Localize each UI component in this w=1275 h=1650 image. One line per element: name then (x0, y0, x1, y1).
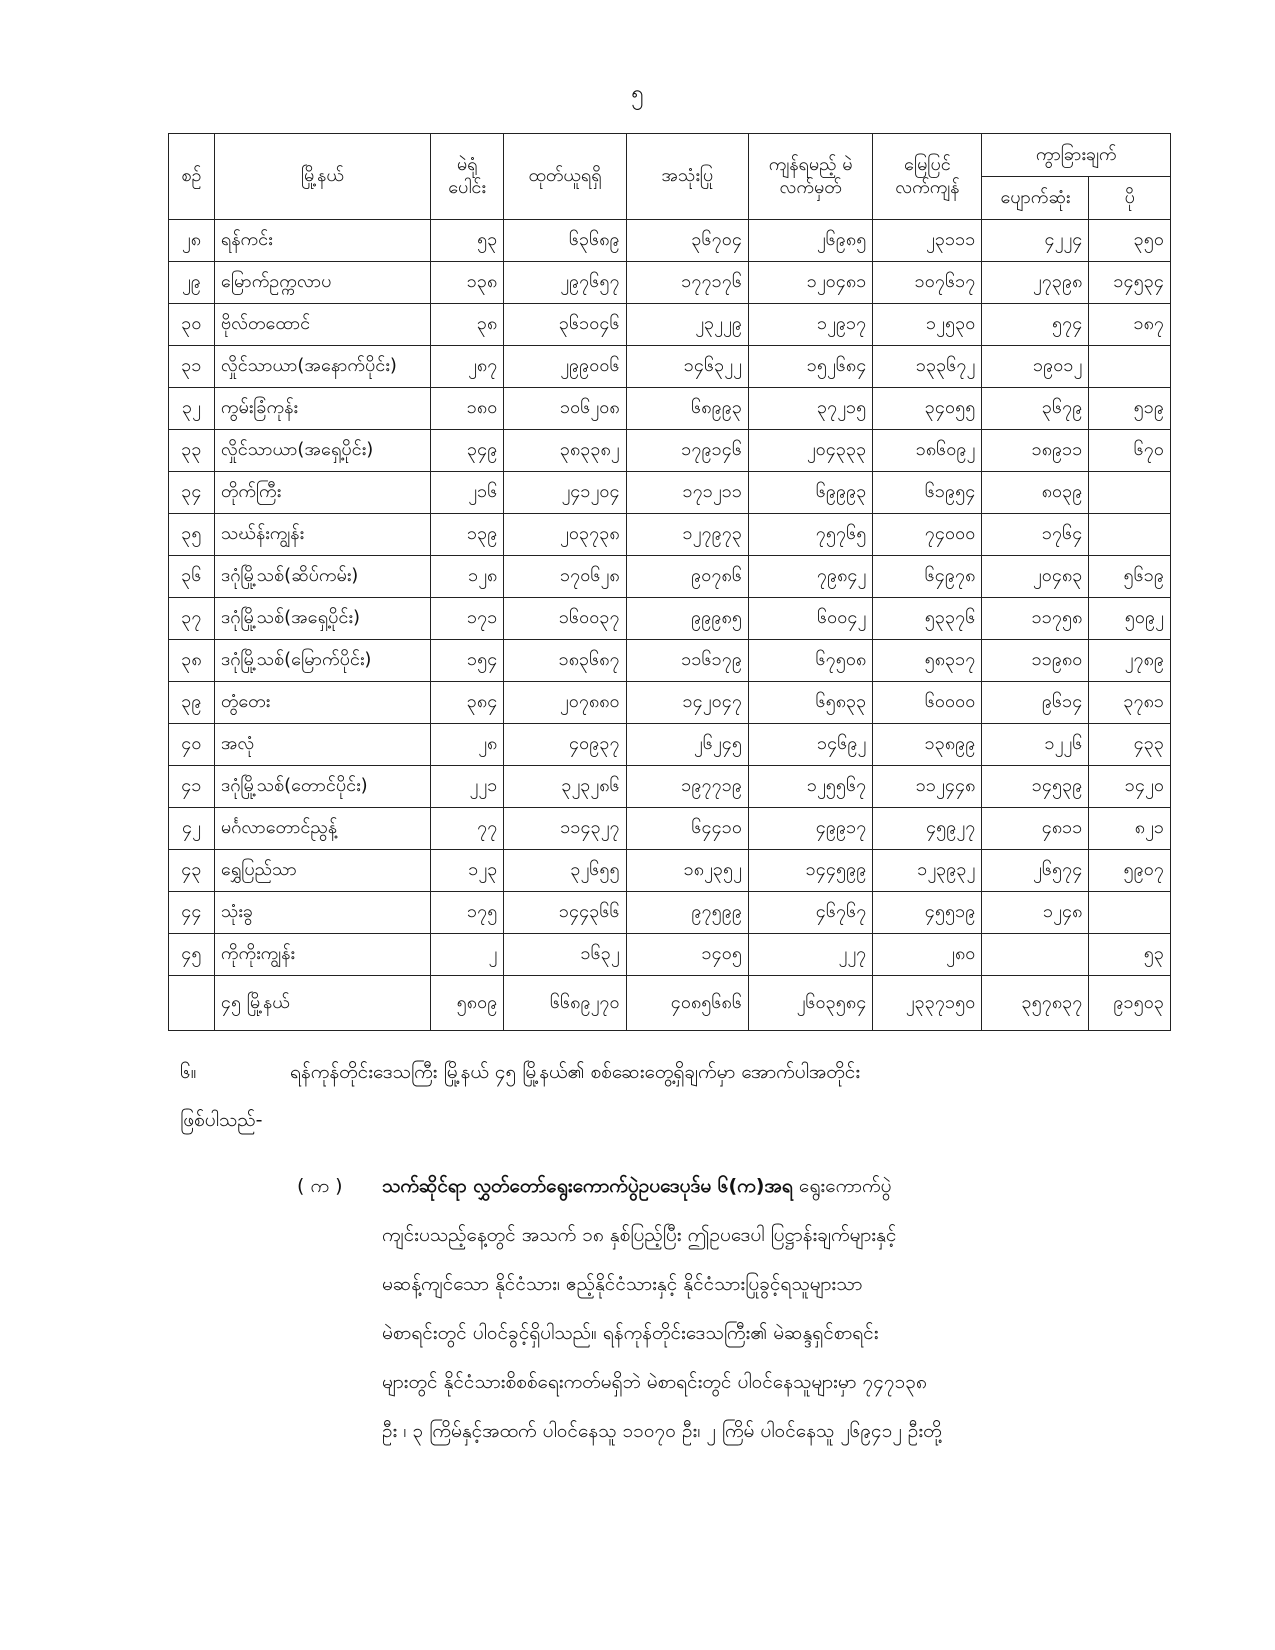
table-cell: ၉၁၅၀၃ (1089, 976, 1171, 1031)
table-cell: ၃၈ (430, 304, 503, 346)
table-row (169, 388, 1171, 430)
table-cell: ၉၇၅၉၉ (626, 892, 748, 934)
table-cell (1089, 346, 1171, 388)
table-cell: ၈၂၁ (1089, 808, 1171, 850)
table-cell: ၃၈၄ (430, 682, 503, 724)
table-cell: ၁၁၄၃၂၇ (504, 808, 626, 850)
table-cell: ၄၃၃ (1089, 724, 1171, 766)
table-cell: ၁၈၇ (1089, 304, 1171, 346)
table-cell: ၅၃ (430, 220, 503, 262)
table-cell: ဗိုလ်တထောင် (214, 304, 430, 346)
paragraph-line: ဖြစ်ပါသည်- (180, 1109, 263, 1131)
table-cell: ၅၁၉ (1089, 388, 1171, 430)
table-cell: ၁၂၇၉၇၃ (626, 514, 748, 556)
table-row (169, 808, 1171, 850)
table-cell (1089, 514, 1171, 556)
table-cell: ၂၀၇၈၈၀ (504, 682, 626, 724)
table-body (169, 220, 1171, 1031)
header-actual: မြေပြင် လက်ကျန် (873, 134, 982, 220)
table-cell: ၃၇၂၁၅ (748, 388, 872, 430)
table-cell: ၁၂၃၉၃၂ (873, 850, 982, 892)
table-cell: ၁၆၀၀၃၇ (504, 598, 626, 640)
table-cell: ၄၅၅၁၉ (873, 892, 982, 934)
table-row (169, 724, 1171, 766)
table-cell: ၂၂၁ (430, 766, 503, 808)
table-cell: ၁၂၃ (430, 850, 503, 892)
table-cell: ၁၂၂၆ (982, 724, 1089, 766)
sub-paragraph-label: ( က ) (297, 1175, 343, 1197)
table-cell: ၃၄ (169, 472, 215, 514)
table-cell: ၆၉၉၉၃ (748, 472, 872, 514)
paragraph-6 (180, 1048, 1145, 1144)
table-cell: ၁၂၄၈ (982, 892, 1089, 934)
table-cell: ရွှေပြည်သာ (214, 850, 430, 892)
table-row (169, 850, 1171, 892)
table-cell: ၃၂ (169, 388, 215, 430)
table-cell: ၄၄ (169, 892, 215, 934)
page-number: ၅ (631, 81, 644, 106)
table-cell: ၁၉၀၁၂ (982, 346, 1089, 388)
table-cell: ၅၈၃၁၇ (873, 640, 982, 682)
table-cell: ၆၄၄၁၀ (626, 808, 748, 850)
table-cell: ၅၀၉၂ (1089, 598, 1171, 640)
table-cell: ၄၅၉၂၇ (873, 808, 982, 850)
table-cell: ၆၆၈၉၂၇၀ (504, 976, 626, 1031)
table-cell: ၆၃၆၈၉ (504, 220, 626, 262)
table-cell: ၁၆၃၂ (504, 934, 626, 976)
table-row (169, 220, 1171, 262)
table-cell: ဒဂုံမြို့သစ်(တောင်ပိုင်း) (214, 766, 430, 808)
sub-line: များတွင် နိုင်ငံသားစိစစ်ရေးကတ်မရှိဘဲ မဲစာရင်းတွင် ပါဝင်နေသူများမှာ ၇၄၇၁၃၈ (382, 1371, 927, 1393)
table-cell: ၂၃၃၇၁၅၀ (873, 976, 982, 1031)
table-cell: ရန်ကင်း (214, 220, 430, 262)
table-cell: ၁၃၉ (430, 514, 503, 556)
table-cell: ၄၂၂၄ (982, 220, 1089, 262)
table-cell: ၂၀၄၃၃၃ (748, 430, 872, 472)
table-cell: ၃၅၀ (1089, 220, 1171, 262)
table-cell: ၄၁ (169, 766, 215, 808)
table-cell: ၂ (430, 934, 503, 976)
table-cell: ၁၇၁ (430, 598, 503, 640)
table-cell: ၂၆၅၇၄ (982, 850, 1089, 892)
table-cell: မြောက်ဥက္ကလာပ (214, 262, 430, 304)
table-cell: ၁၁၉၈၀ (982, 640, 1089, 682)
table-cell: ၂၉၉၀၀၆ (504, 346, 626, 388)
table-cell: ၃၆၁၀၄၆ (504, 304, 626, 346)
table-cell: ၁၈၃၆၈၇ (504, 640, 626, 682)
sub-line: ရွေးကောက်ပွဲ (792, 1175, 892, 1197)
header-used: အသုံးပြု (626, 134, 748, 220)
table-cell: ၃၇ (169, 598, 215, 640)
table-cell: ၄၅ (169, 934, 215, 976)
table-cell: ၄၃ (169, 850, 215, 892)
header-township: မြို့နယ် (214, 134, 430, 220)
table-cell: ၁၈၉၁၁ (982, 430, 1089, 472)
table-cell (982, 934, 1089, 976)
table-cell: ဒဂုံမြို့သစ်(မြောက်ပိုင်း) (214, 640, 430, 682)
header-issued: ထုတ်ယူရရှိ (504, 134, 626, 220)
sub-line: မဲစာရင်းတွင် ပါဝင်ခွင့်ရှိပါသည်။ ရန်ကုန်တိုင်းဒေသကြီး၏ မဲဆန္ဒရှင်စာရင်း (382, 1322, 879, 1344)
table-cell: ၃၈ (169, 640, 215, 682)
table-cell: ၁၅၄ (430, 640, 503, 682)
sub-line: ဦး ၊ ၃ ကြိမ်နှင့်အထက် ပါဝင်နေသူ ၁၁၀၇၀ ဦး၊ ၂ ကြိမ် ပါဝင်နေသူ ၂၆၉၄၁၂ ဦးတို့ (382, 1420, 942, 1442)
table-cell (1089, 472, 1171, 514)
table-cell: ဒဂုံမြို့သစ်(ဆိပ်ကမ်း) (214, 556, 430, 598)
table-cell: ၁၂၅၅၆၇ (748, 766, 872, 808)
table-cell: ၁၇၀၆၂၈ (504, 556, 626, 598)
table-cell: ၆၇၅၀၈ (748, 640, 872, 682)
table-cell: ၂၈ (169, 220, 215, 262)
table-cell: ၄၈၁၁ (982, 808, 1089, 850)
table-row (169, 346, 1171, 388)
table-cell: တွံတေး (214, 682, 430, 724)
table-cell: ၃၈၃၃၈၂ (504, 430, 626, 472)
table-cell: ၁၄၆၉၂ (748, 724, 872, 766)
table-cell: ၆၁၉၅၄ (873, 472, 982, 514)
table-cell: ၂၃၂၂၉ (626, 304, 748, 346)
paragraph-line: ရန်ကုန်တိုင်းဒေသကြီး မြို့နယ် ၄၅ မြို့နယ်၏ စစ်ဆေးတွေ့ရှိချက်မှာ အောက်ပါအတိုင်း (290, 1061, 861, 1083)
table-cell: ၂၁၆ (430, 472, 503, 514)
table-cell: ၉၆၁၄ (982, 682, 1089, 724)
header-difference: ကွာခြားချက် (982, 134, 1171, 177)
table-cell: ၁၄၆၃၂၂ (626, 346, 748, 388)
table-cell: ၅၆၁၉ (1089, 556, 1171, 598)
table-cell: ၅၉၀၇ (1089, 850, 1171, 892)
table-cell: ၄၉၉၁၇ (748, 808, 872, 850)
table-cell: ၅၃ (1089, 934, 1171, 976)
table-cell: ၁၀၇၆၁၇ (873, 262, 982, 304)
table-row (169, 556, 1171, 598)
table-cell: ၁၃၈ (430, 262, 503, 304)
table-cell: ၁၉၇၇၁၉ (626, 766, 748, 808)
table-cell: အလုံ (214, 724, 430, 766)
table-cell: ဒဂုံမြို့သစ်(အရှေ့ပိုင်း) (214, 598, 430, 640)
table-cell: ကိုကိုးကျွန်း (214, 934, 430, 976)
header-extra: ပို (1089, 177, 1171, 220)
table-cell: သဃ်န်းကျွန်း (214, 514, 430, 556)
table-row (169, 598, 1171, 640)
table-cell: ၃၄၀၅၅ (873, 388, 982, 430)
table-cell: ၂၉ (169, 262, 215, 304)
table-cell: ၂၂၇ (748, 934, 872, 976)
table-cell: ၃၄၉ (430, 430, 503, 472)
table-cell: ၂၀၄၈၃ (982, 556, 1089, 598)
total-row (169, 976, 1171, 1031)
table-cell: ၂၈ (430, 724, 503, 766)
table-cell: ၁၄၂၀၄၇ (626, 682, 748, 724)
paragraph-label: ၆။ (180, 1061, 197, 1083)
table-row (169, 934, 1171, 976)
table-cell: ၁၄၄၅၉၉ (748, 850, 872, 892)
table-cell: မင်္ဂလာတောင်ညွန့် (214, 808, 430, 850)
table-cell: ၉၉၉၈၅ (626, 598, 748, 640)
table-cell: ၁၂၅၃၀ (873, 304, 982, 346)
header-stations: မဲရုံ ပေါင်း (430, 134, 503, 220)
table-cell: ၁၇၅ (430, 892, 503, 934)
table-cell: ၁၇၇၁၇၆ (626, 262, 748, 304)
table-cell: ၁၈၂၃၅၂ (626, 850, 748, 892)
table-cell: ၅၃၃၇၆ (873, 598, 982, 640)
table-cell: ၃၉ (169, 682, 215, 724)
table-cell: ၃၂၆၅၅ (504, 850, 626, 892)
table-cell: ၆၅၈၃၃ (748, 682, 872, 724)
table-cell: ၁၂၈ (430, 556, 503, 598)
table-cell: ၇၉၈၄၂ (748, 556, 872, 598)
header-lost: ပျောက်ဆုံး (982, 177, 1089, 220)
table-cell: သုံးခွ (214, 892, 430, 934)
table-row (169, 766, 1171, 808)
table-cell: ၁၈၀ (430, 388, 503, 430)
header-remaining: ကျန်ရမည့် မဲလက်မှတ် (748, 134, 872, 220)
table-cell: ၆၄၉၇၈ (873, 556, 982, 598)
table-cell: ၁၂၉၁၇ (748, 304, 872, 346)
table-cell: တိုက်ကြီး (214, 472, 430, 514)
table-cell: ၁၁၆၁၇၉ (626, 640, 748, 682)
table-cell: ၁၇၉၁၄၆ (626, 430, 748, 472)
table-cell: ၃၆၇၀၄ (626, 220, 748, 262)
table-cell: ၁၁၂၄၄၈ (873, 766, 982, 808)
table-cell: ၃၇၈၁ (1089, 682, 1171, 724)
table-cell: ကွမ်းခြံကုန်း (214, 388, 430, 430)
table-cell: ၁၄၂၀ (1089, 766, 1171, 808)
table-cell: ၄၀၈၅၆၈၆ (626, 976, 748, 1031)
sub-line: မဆန့်ကျင်သော နိုင်ငံသား၊ ဧည့်နိုင်ငံသားနှင့် နိုင်ငံသားပြုခွင့်ရသူများသာ (382, 1273, 863, 1295)
table-cell: ၁၄၅၃၄ (1089, 262, 1171, 304)
table-row (169, 682, 1171, 724)
table-cell (1089, 892, 1171, 934)
table-cell: ၄၀၉၃၇ (504, 724, 626, 766)
table-cell: ၂၈၇ (430, 346, 503, 388)
table-cell: ၄၆၇၆၇ (748, 892, 872, 934)
table-cell: ၁၃၈၉၉ (873, 724, 982, 766)
table-cell: ၂၆၀၃၅၈၄ (748, 976, 872, 1031)
table-cell: ၇၅၇၆၅ (748, 514, 872, 556)
table-row (169, 472, 1171, 514)
table-cell: ၆၀၀၄၂ (748, 598, 872, 640)
table-cell: ၁၂၀၄၈၁ (748, 262, 872, 304)
table-cell: ၁၁၇၅၈ (982, 598, 1089, 640)
table-cell: ၃၅၇၈၃၇ (982, 976, 1089, 1031)
table-row (169, 304, 1171, 346)
table-row (169, 892, 1171, 934)
table-cell: ၁၄၄၃၆၆ (504, 892, 626, 934)
table-cell: ၂၉၇၆၅၇ (504, 262, 626, 304)
table-cell: လှိုင်သာယာ(အရှေ့ပိုင်း) (214, 430, 430, 472)
table-cell: ၁၇၁၂၁၁ (626, 472, 748, 514)
table-cell: ၇၇ (430, 808, 503, 850)
table-cell: ၃၃ (169, 430, 215, 472)
table-cell: ၆၈၉၉၃ (626, 388, 748, 430)
table-cell: ၂၇၈၉ (1089, 640, 1171, 682)
table-cell: ၄၀ (169, 724, 215, 766)
table-cell: ၇၄၀၀၀ (873, 514, 982, 556)
sub-bold-lead: သက်ဆိုင်ရာ လွှတ်တော်ရွေးကောက်ပွဲဥပဒေပုဒ်မ ၆(က)အရ (382, 1175, 793, 1197)
table-cell: ၃၆၇၉ (982, 388, 1089, 430)
table-row (169, 430, 1171, 472)
table-cell: ၅၇၄ (982, 304, 1089, 346)
table-cell: ၁၄၅၃၉ (982, 766, 1089, 808)
table-cell: ၂၃၁၁၁ (873, 220, 982, 262)
header-no: စဉ် (169, 134, 215, 220)
table-row (169, 262, 1171, 304)
table-cell: ၄၂ (169, 808, 215, 850)
table-cell: ၈၀၃၉ (982, 472, 1089, 514)
township-ballot-table (168, 133, 1171, 1031)
table-cell: ၂၀၃၇၃၈ (504, 514, 626, 556)
table-cell: ၂၆၉၈၅ (748, 220, 872, 262)
table-cell: ၁၄၀၅ (626, 934, 748, 976)
table-cell: ၃၂၃၂၈၆ (504, 766, 626, 808)
sub-line: ကျင်းပသည့်နေ့တွင် အသက် ၁၈ နှစ်ပြည့်ပြီး ဤဥပဒေပါ ပြဋ္ဌာန်းချက်များနှင့် (382, 1224, 897, 1246)
table-cell: ၃၀ (169, 304, 215, 346)
table-cell: ၅၈၀၉ (430, 976, 503, 1031)
table-cell: ၁၃၃၆၇၂ (873, 346, 982, 388)
table-cell: ၁၈၆၀၉၂ (873, 430, 982, 472)
table-row (169, 514, 1171, 556)
table-row (169, 640, 1171, 682)
table-cell: ၃၁ (169, 346, 215, 388)
table-cell: ၆၇၀ (1089, 430, 1171, 472)
table-cell: ၂၄၁၂၀၄ (504, 472, 626, 514)
table-cell: ၁၅၂၆၈၄ (748, 346, 872, 388)
table-cell: ၄၅ မြို့နယ် (214, 976, 430, 1031)
table-cell: ၁၀၆၂၀၈ (504, 388, 626, 430)
table-cell (169, 976, 215, 1031)
table-cell: ၂၈၀ (873, 934, 982, 976)
table-cell: ၉၀၇၈၆ (626, 556, 748, 598)
table-cell: ၁၇၆၄ (982, 514, 1089, 556)
table-cell: ၃၆ (169, 556, 215, 598)
table-cell: ၂၆၂၄၅ (626, 724, 748, 766)
table-cell: ၆၀၀၀၀ (873, 682, 982, 724)
sub-paragraph-ka (297, 1162, 1147, 1456)
table-cell: လှိုင်သာယာ(အနောက်ပိုင်း) (214, 346, 430, 388)
table-cell: ၃၅ (169, 514, 215, 556)
table-cell: ၂၇၃၉၈ (982, 262, 1089, 304)
